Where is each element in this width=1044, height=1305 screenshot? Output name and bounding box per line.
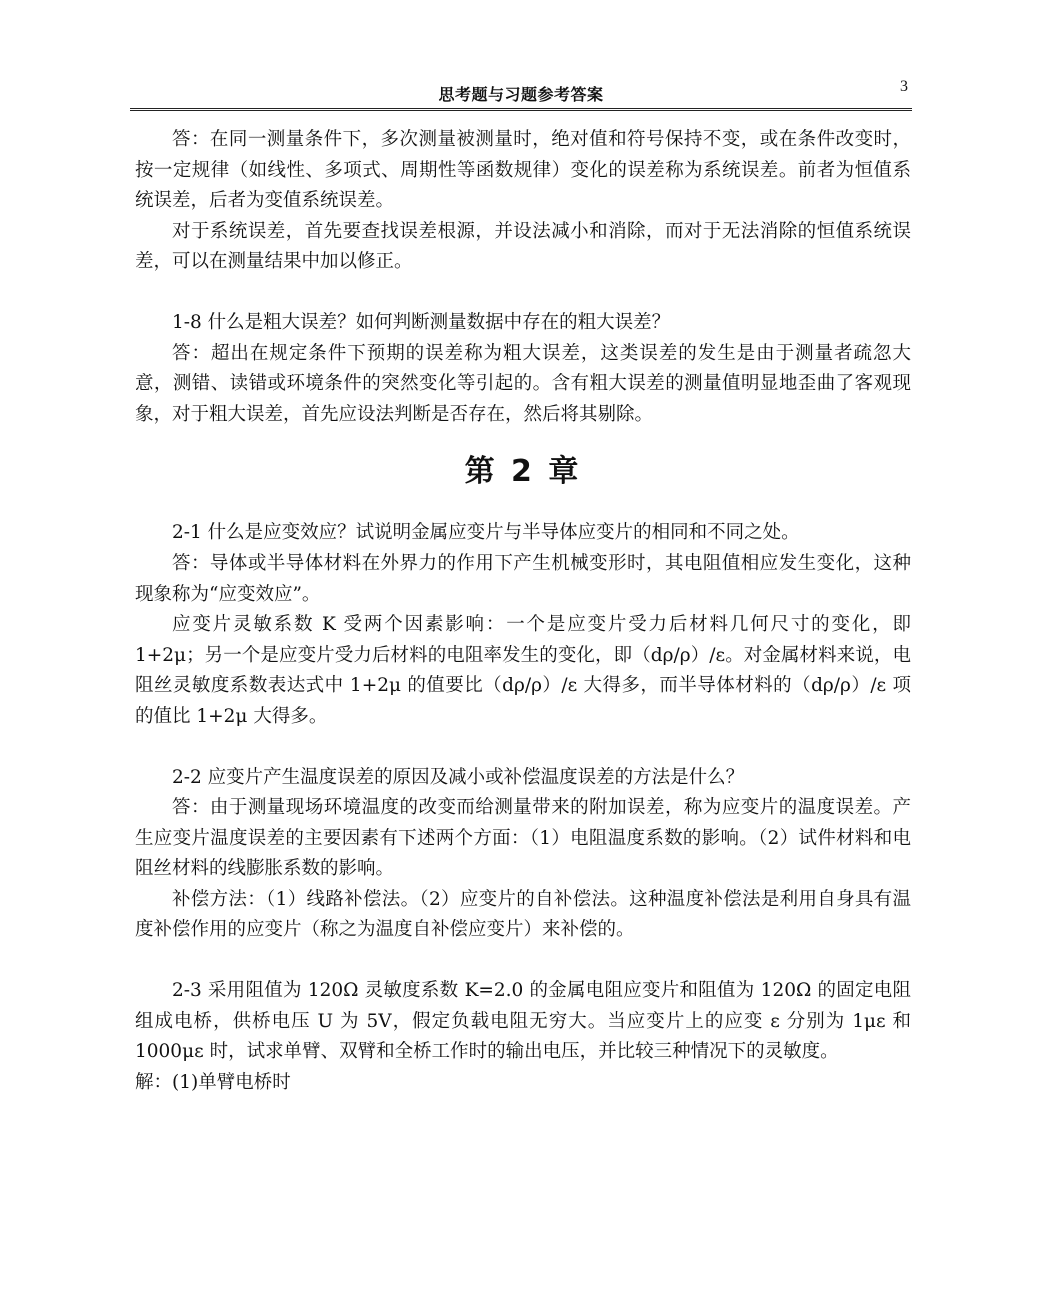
- page-body: [135, 125, 911, 1098]
- paragraph-spacer: [135, 946, 911, 976]
- paragraph: 2-2 应变片产生温度误差的原因及减小或补偿温度误差的方法是什么？: [172, 766, 745, 788]
- paragraph: 答：由于测量现场环境温度的改变而给测量带来的附加误差，称为应变片的温度误差。产生应变片温度误差的主要因素有下述两个方面：（1）电阻温度系数的影响。（2）试件材料和电阻丝材料的线膨胀系数的影响。: [135, 797, 911, 880]
- paragraph: 补偿方法：（1）线路补偿法。（2）应变片的自补偿法。这种温度补偿法是利用自身具有温度补偿作用的应变片（称之为温度自补偿应变片）来补偿的。: [135, 888, 911, 941]
- running-header: [130, 76, 912, 111]
- paragraph: 1-8 什么是粗大误差？如何判断测量数据中存在的粗大误差？: [172, 311, 671, 333]
- paragraph: 答：导体或半导体材料在外界力的作用下产生机械变形时，其电阻值相应发生变化，这种现象称为“应变效应”。: [135, 552, 911, 605]
- paragraph-spacer: [135, 278, 911, 308]
- paragraph: 应变片灵敏系数 K 受两个因素影响：一个是应变片受力后材料几何尺寸的变化，即 1+2μ；另一个是应变片受力后材料的电阻率发生的变化，即（dρ/ρ）/ε。对金属材料来说，电阻丝灵敏度系数表达式中 1+2μ 的值要比（dρ/ρ）/ε 大得多，而半导体材料的（dρ/ρ）/ε 项的值比 1+2μ 大得多。: [135, 614, 911, 727]
- paragraph: 解：(1)单臂电桥时: [135, 1071, 291, 1093]
- paragraph: 2-1 什么是应变效应？试说明金属应变片与半导体应变片的相同和不同之处。: [172, 522, 800, 544]
- chapter-heading: 第 2 章: [464, 454, 582, 490]
- paragraph: 对于系统误差，首先要查找误差根源，并设法减小和消除，而对于无法消除的恒值系统误差，可以在测量结果中加以修正。: [135, 220, 911, 273]
- page-number: 3: [900, 78, 908, 95]
- paragraph-spacer: [135, 733, 911, 763]
- paragraph: 答：超出在规定条件下预期的误差称为粗大误差，这类误差的发生是由于测量者疏忽大意，测错、读错或环境条件的突然变化等引起的。含有粗大误差的测量值明显地歪曲了客观现象，对于粗大误差，首先应设法判断是否存在，然后将其剔除。: [135, 342, 911, 425]
- paragraph: 答：在同一测量条件下，多次测量被测量时，绝对值和符号保持不变，或在条件改变时，按一定规律（如线性、多项式、周期性等函数规律）变化的误差称为系统误差。前者为恒值系统误差，后者为变值系统误差。: [135, 129, 911, 212]
- paragraph: 2-3 采用阻值为 120Ω 灵敏度系数 K=2.0 的金属电阻应变片和阻值为 120Ω 的固定电阻组成电桥，供桥电压 U 为 5V，假定负载电阻无穷大。当应变片上的应变 ε 分别为 1με 和 1000με 时，试求单臂、双臂和全桥工作时的输出电压，并比较三种情况下的灵敏度。: [135, 980, 911, 1063]
- header-title: 思考题与习题参考答案: [438, 85, 604, 104]
